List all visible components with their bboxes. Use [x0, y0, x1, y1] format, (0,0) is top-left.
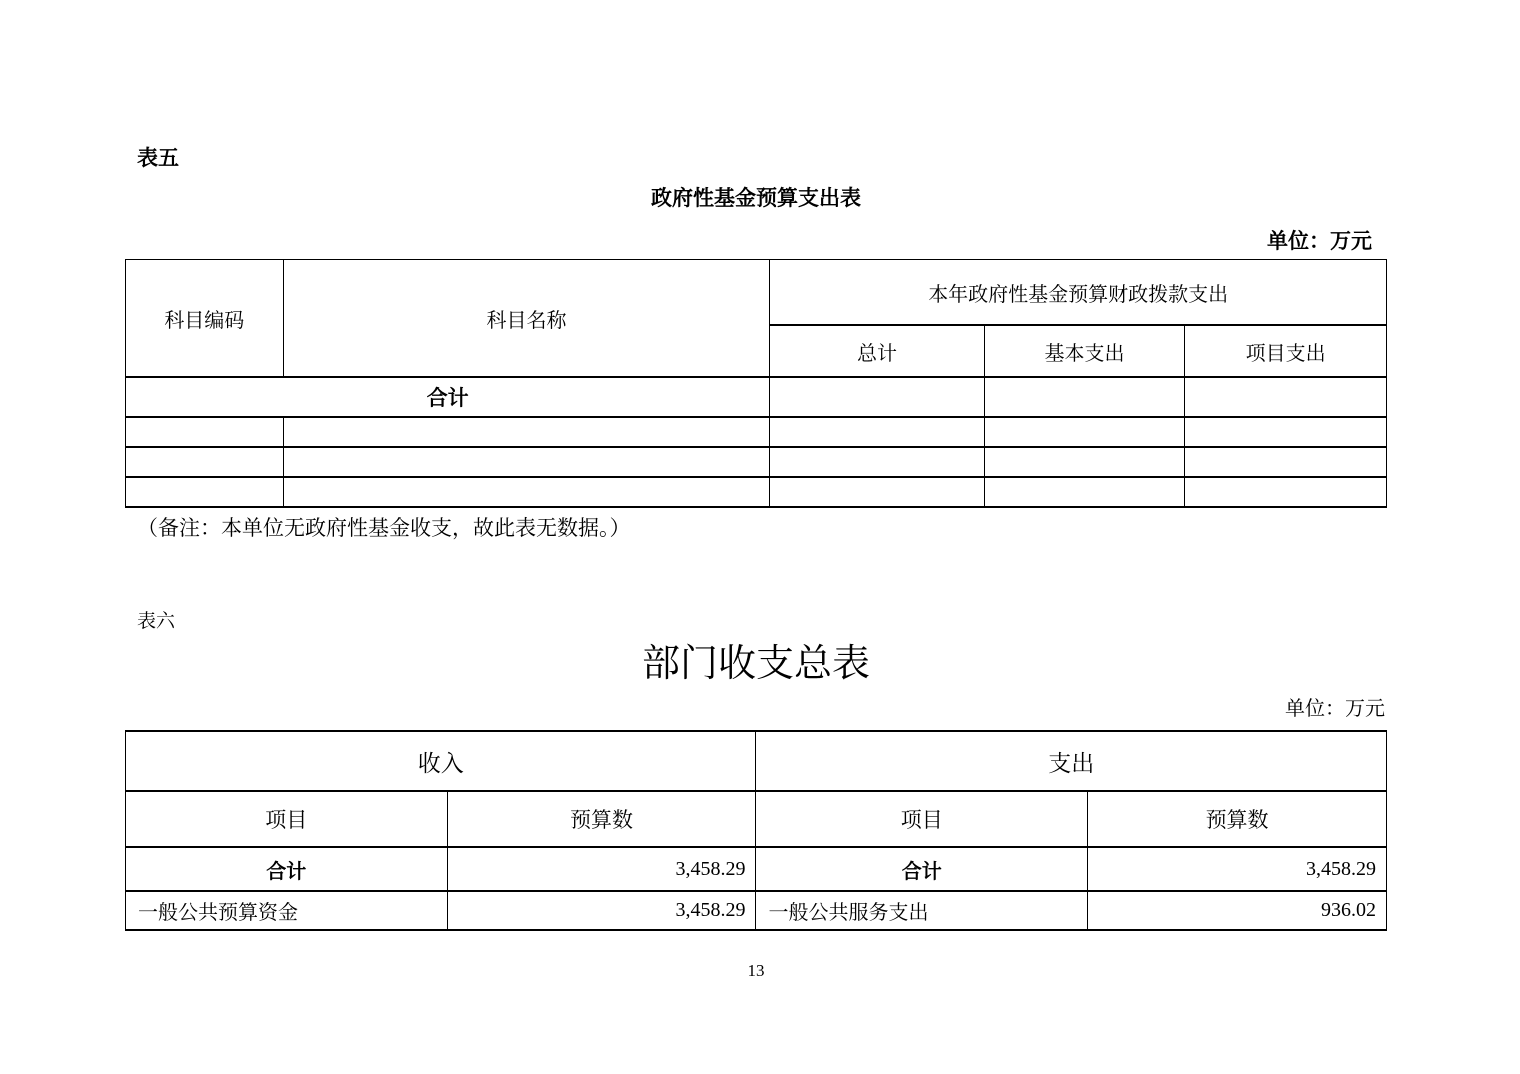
page-content: [125, 147, 1387, 981]
empty-cell: [126, 477, 284, 507]
expense-budget-header: 预算数: [1088, 791, 1387, 847]
table5-label: 表五: [137, 146, 179, 170]
empty-cell: [283, 447, 770, 477]
fund-allocation-group-header: 本年政府性基金预算财政拨款支出: [770, 260, 1387, 326]
table6-total-row: [126, 847, 1387, 891]
empty-cell: [283, 417, 770, 447]
table5-title: 政府性基金预算支出表: [651, 186, 861, 210]
empty-cell: [126, 447, 284, 477]
total-subheader: 总计: [770, 325, 984, 377]
table6-label: 表六: [137, 611, 176, 632]
table6-header-row-1: [126, 731, 1387, 791]
income-group-header: 收入: [126, 731, 756, 791]
table5-empty-row: [126, 447, 1387, 477]
department-revenue-expenditure-summary-table: [125, 730, 1387, 931]
subject-name-header: 科目名称: [283, 260, 770, 378]
empty-cell: [283, 477, 770, 507]
basic-expenditure-subheader: 基本支出: [984, 325, 1184, 377]
government-fund-expenditure-table: [125, 259, 1387, 508]
empty-cell: [1185, 417, 1387, 447]
empty-cell: [1185, 447, 1387, 477]
income-item-header: 项目: [126, 791, 448, 847]
table5-header-row-1: [126, 260, 1387, 326]
empty-cell: [770, 377, 984, 417]
empty-cell: [984, 477, 1184, 507]
table5-unit-note: 单位：万元: [1267, 229, 1372, 253]
table6-detail-row: [126, 891, 1387, 930]
expense-item-value: 936.02: [1088, 891, 1387, 930]
income-item-value: 3,458.29: [447, 891, 756, 930]
expense-group-header: 支出: [756, 731, 1387, 791]
table5-remark-note: （备注：本单位无政府性基金收支，故此表无数据。）: [137, 516, 631, 540]
expense-total-label: 合计: [756, 847, 1088, 891]
table6-header-row-2: [126, 791, 1387, 847]
income-budget-header: 预算数: [447, 791, 756, 847]
empty-cell: [984, 447, 1184, 477]
empty-cell: [1185, 377, 1387, 417]
table5-total-label: 合计: [126, 377, 770, 417]
empty-cell: [984, 377, 1184, 417]
income-item-label: 一般公共预算资金: [126, 891, 448, 930]
empty-cell: [770, 447, 984, 477]
empty-cell: [770, 477, 984, 507]
page-number: 13: [747, 961, 765, 980]
empty-cell: [1185, 477, 1387, 507]
expense-item-header: 项目: [756, 791, 1088, 847]
table6-title: 部门收支总表: [641, 643, 870, 685]
expense-total-value: 3,458.29: [1088, 847, 1387, 891]
income-total-value: 3,458.29: [447, 847, 756, 891]
table5-empty-row: [126, 477, 1387, 507]
income-total-label: 合计: [126, 847, 448, 891]
empty-cell: [126, 417, 284, 447]
table6-unit-note: 单位：万元: [1285, 698, 1385, 720]
table5-total-row: [126, 377, 1387, 417]
project-expenditure-subheader: 项目支出: [1185, 325, 1387, 377]
subject-code-header: 科目编码: [126, 260, 284, 378]
empty-cell: [770, 417, 984, 447]
table5-empty-row: [126, 417, 1387, 447]
expense-item-label: 一般公共服务支出: [756, 891, 1088, 930]
empty-cell: [984, 417, 1184, 447]
